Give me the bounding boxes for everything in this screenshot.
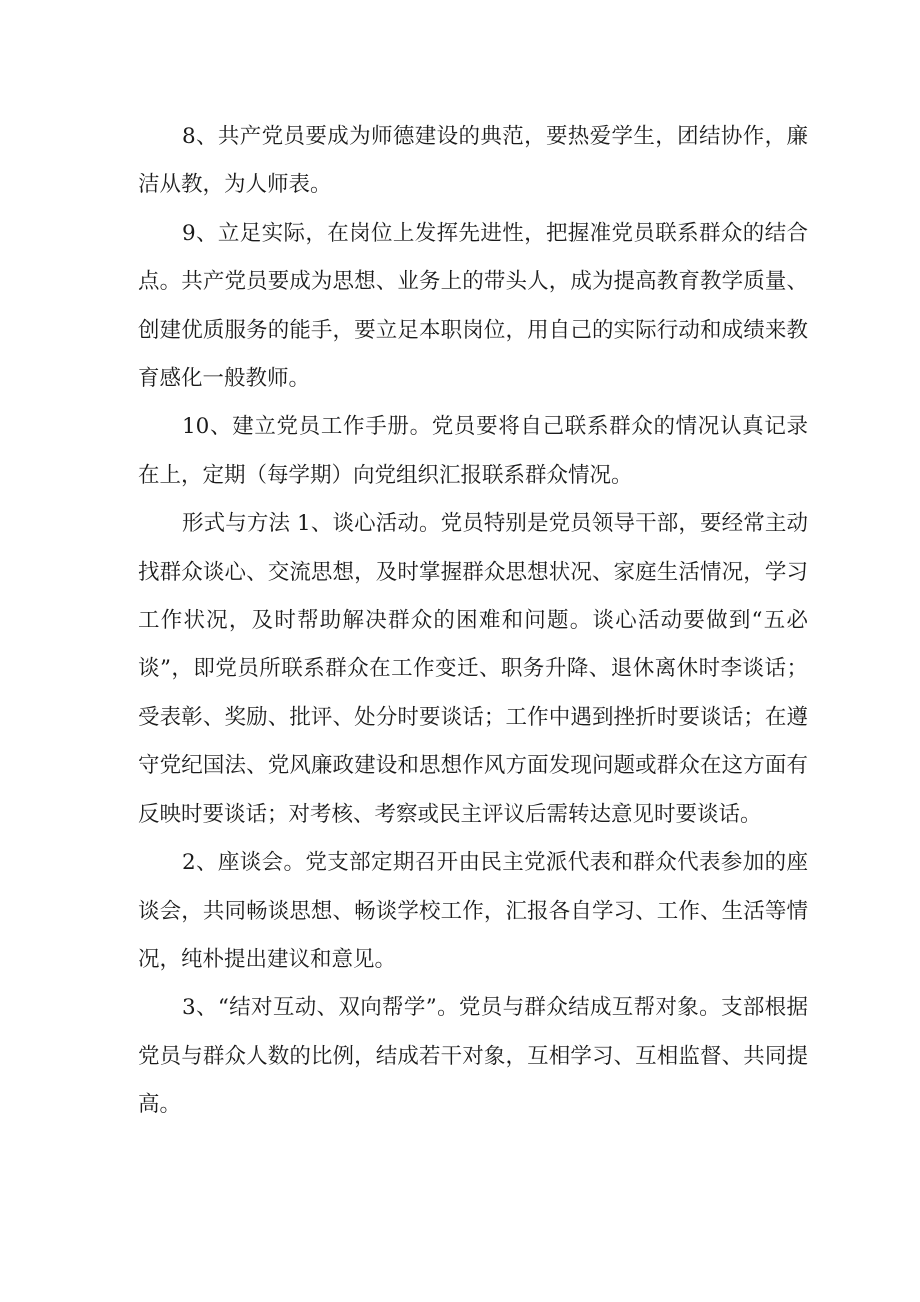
- document-page: [138, 113, 808, 1130]
- paragraph-item-9: 9、立足实际，在岗位上发挥先进性，把握准党员联系群众的结合点。共产党员要成为思想、业务上的带头人，成为提高教育教学质量、创建优质服务的能手，要立足本职岗位，用自己的实际行动和成绩来教育感化一般教师。: [138, 220, 808, 392]
- paragraph-item-8: 8、共产党员要成为师德建设的典范，要热爱学生，团结协作，廉洁从教，为人师表。: [138, 124, 808, 198]
- paragraph-methods-forum: 2、座谈会。党支部定期召开由民主党派代表和群众代表参加的座谈会，共同畅谈思想、畅谈学校工作，汇报各自学习、工作、生活等情况，纯朴提出建议和意见。: [138, 850, 808, 972]
- paragraph-methods-pairing: 3、“结对互动、双向帮学”。党员与群众结成互帮对象。支部根据党员与群众人数的比例，结成若干对象，互相学习、互相监督、共同提高。: [138, 995, 808, 1118]
- paragraph-item-10: 10、建立党员工作手册。党员要将自己联系群众的情况认真记录在上，定期（每学期）向党组织汇报联系群众情况。: [138, 414, 808, 488]
- paragraph-methods-talk: 形式与方法 1、谈心活动。党员特别是党员领导干部，要经常主动找群众谈心、交流思想，及时掌握群众思想状况、家庭生活情况，学习工作状况，及时帮助解决群众的困难和问题。谈心活动要做到“五必谈”，即党员所联系群众在工作变迁、职务升降、退休离休时李谈话；受表彰、奖励、批评、处分时要谈话；工作中遇到挫折时要谈话；在遵守党纪国法、党风廉政建设和思想作风方面发现问题或群众在这方面有反映时要谈话；对考核、考察或民主评议后需转达意见时要谈话。: [138, 511, 808, 827]
